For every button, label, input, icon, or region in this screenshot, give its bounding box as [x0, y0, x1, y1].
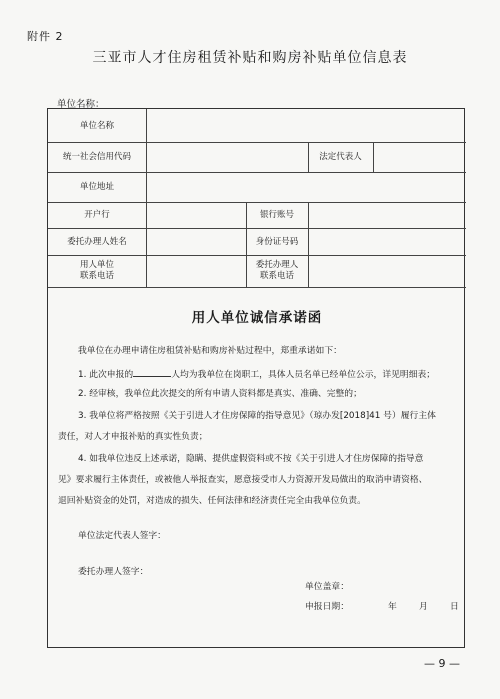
label-legal-rep: 法定代表人 — [319, 152, 362, 162]
application-date-label: 申报日期： — [305, 602, 349, 612]
label-agent-phone — [246, 260, 308, 282]
row-divider — [48, 287, 466, 288]
letter-item-4-line3: 退回补贴资金的处罚，对造成的损失、任何法律和经济责任完全由我单位负责。 — [58, 496, 366, 506]
unit-name-label: 单位名称： — [57, 99, 105, 110]
label-agent-phone-line1: 委托办理人 — [255, 260, 299, 270]
letter-item-1-b: 人均为我单位在岗职工，具体人员名单已经单位公示，详见明细表； — [171, 370, 436, 380]
date-day: 日 — [450, 602, 459, 612]
label-employer-phone-line2: 联系电话 — [79, 271, 114, 281]
label-agent-phone-line2: 联系电话 — [259, 271, 294, 281]
col-divider — [146, 109, 147, 287]
form-box — [47, 108, 465, 648]
label-id-number: 身份证号码 — [255, 237, 299, 247]
row-divider — [48, 172, 466, 173]
col-divider — [373, 142, 374, 172]
letter-item-4-line1: 4. 如我单位违反上述承诺，隐瞒、提供虚假资料或不按《关于引进人才住房保障的指导意 — [78, 454, 424, 464]
agent-signature-label: 委托办理人签字： — [78, 567, 149, 577]
letter-item-1-a: 1. 此次申报的 — [78, 370, 134, 380]
letter-title: 用人单位诚信承诺函 — [191, 310, 323, 326]
date-year: 年 — [388, 602, 397, 612]
page-title: 三亚市人才住房租赁补贴和购房补贴单位信息表 — [92, 50, 408, 66]
letter-item-2: 2. 经审核，我单位此次提交的所有申请人资料都是真实、准确、完整的； — [78, 389, 362, 399]
row-divider — [48, 255, 466, 256]
label-unit-address: 单位地址 — [79, 182, 114, 192]
label-credit-code: 统一社会信用代码 — [62, 152, 131, 162]
blank-count-line — [133, 367, 171, 377]
label-employer-phone-line1: 用人单位 — [79, 260, 114, 270]
row-divider — [48, 202, 466, 203]
row-divider — [48, 228, 466, 229]
letter-item-3-line2: 责任，对人才申报补贴的真实性负责； — [58, 432, 208, 442]
label-bank: 开户行 — [84, 210, 110, 220]
letter-intro: 我单位在办理申请住房租赁补贴和购房补贴过程中，郑重承诺如下： — [78, 346, 342, 356]
label-bank-account: 银行账号 — [259, 210, 294, 220]
row-divider — [48, 142, 466, 143]
col-divider — [308, 202, 309, 287]
label-unit-name: 单位名称 — [79, 121, 114, 131]
legal-rep-signature-label: 单位法定代表人签字： — [78, 531, 166, 541]
label-employer-phone — [48, 260, 146, 282]
page-number: — 9 — — [424, 657, 460, 670]
letter-item-1 — [78, 367, 435, 382]
date-month: 月 — [419, 602, 428, 612]
letter-item-3-line1: 3. 我单位将严格按照《关于引进人才住房保障的指导意见》（琼办发[2018]41 号）履行主体 — [78, 411, 436, 421]
letter-item-4-line2: 见》要求履行主体责任，或被他人举报查实，愿意接受市人力资源开发局做出的取消申请资格、 — [58, 475, 428, 485]
annex-label: 附件 2 — [27, 30, 64, 43]
label-agent-name: 委托办理人姓名 — [67, 237, 127, 247]
unit-seal-label: 单位盖章： — [305, 582, 349, 592]
